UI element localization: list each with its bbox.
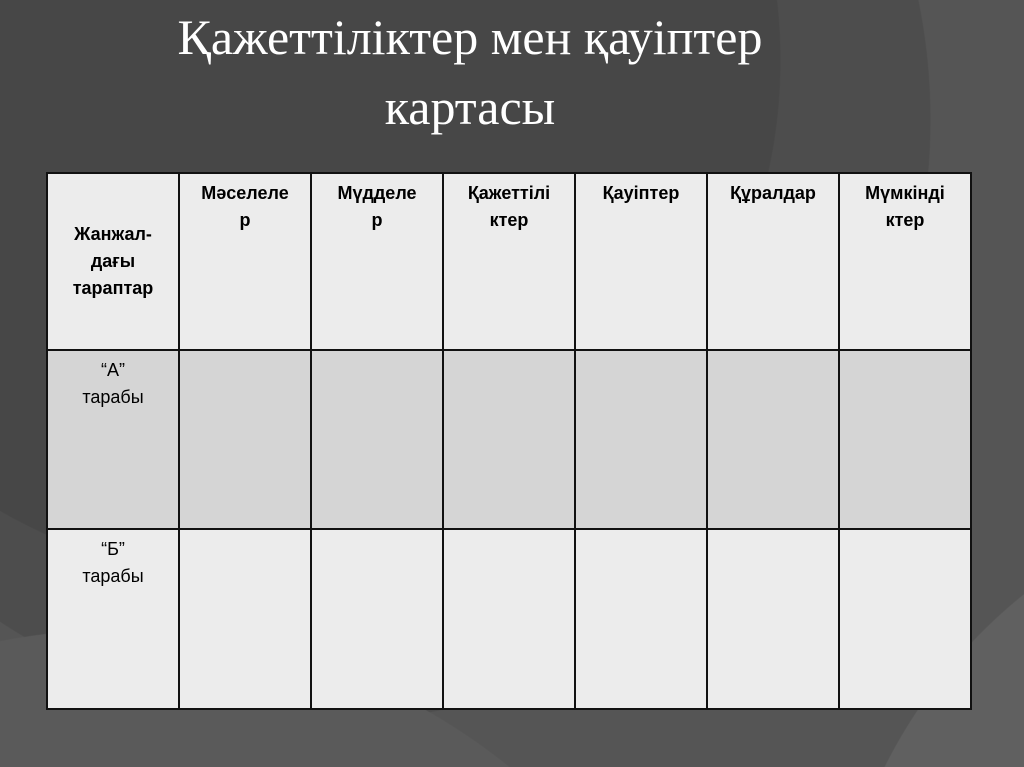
title-line-1: Қажеттіліктер мен қауіптер <box>177 9 763 65</box>
table-cell <box>839 350 971 529</box>
table-cell <box>575 529 707 709</box>
table-cell <box>707 529 839 709</box>
slide-title <box>60 2 880 142</box>
needs-fears-map-table <box>46 172 972 710</box>
table-cell <box>443 529 575 709</box>
header-row <box>47 173 971 350</box>
header-cell-issues: Мәселеле р <box>179 173 311 350</box>
table-cell <box>311 529 443 709</box>
header-cell-opportunities: Мүмкінді ктер <box>839 173 971 350</box>
header-cell-interests: Мүдделе р <box>311 173 443 350</box>
table-cell <box>443 350 575 529</box>
table-row-party-a <box>47 350 971 529</box>
table-cell <box>179 350 311 529</box>
table-cell <box>839 529 971 709</box>
table-cell <box>311 350 443 529</box>
row-label: “Б” тарабы <box>47 529 179 709</box>
header-cell-needs: Қажеттілі ктер <box>443 173 575 350</box>
table-cell <box>707 350 839 529</box>
row-label: “А” тарабы <box>47 350 179 529</box>
table-cell <box>575 350 707 529</box>
header-cell-means: Құралдар <box>707 173 839 350</box>
header-cell-parties: Жанжал- дағы тараптар <box>47 173 179 350</box>
table-row-party-b <box>47 529 971 709</box>
table-cell <box>179 529 311 709</box>
header-cell-fears: Қауіптер <box>575 173 707 350</box>
title-line-2: картасы <box>384 79 556 135</box>
